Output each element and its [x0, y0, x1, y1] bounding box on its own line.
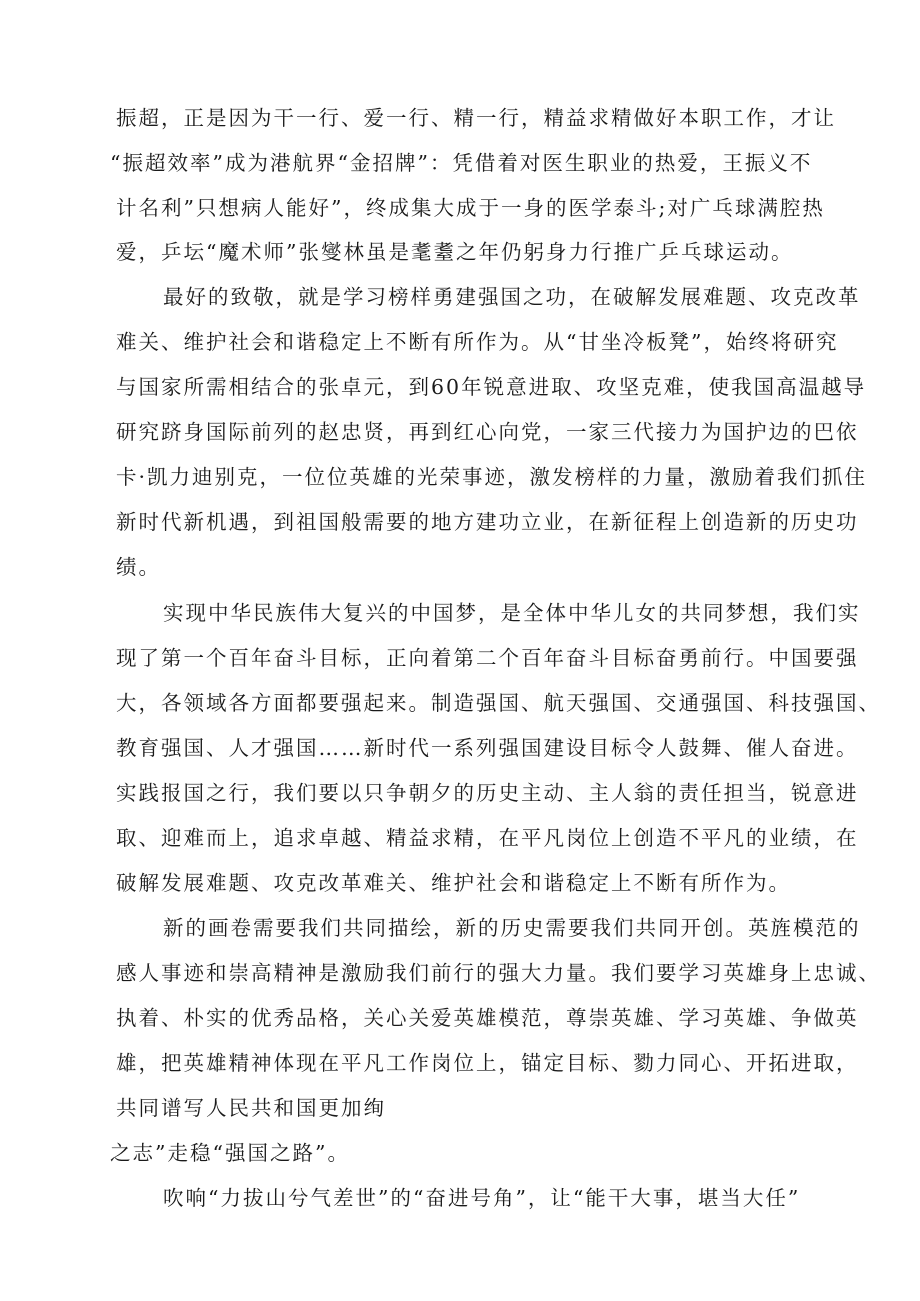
- text-line: “振超效率”成为港航界“金招牌”：凭借着对医生职业的热爱，王振义不: [110, 151, 813, 175]
- text-line: 实践报国之行，我们要以只争朝夕的历史主动、主人翁的责任担当，锐意进: [116, 781, 859, 805]
- text-line: 执着、朴实的优秀品格，关心关爱英雄模范，尊崇英雄、学习英雄、争做英: [116, 1006, 859, 1030]
- text-line: 感人事迹和崇高精神是激励我们前行的强大力量。我们要学习英雄身上忠诚、: [116, 961, 881, 985]
- text-line: 研究跻身国际前列的赵忠贤，再到红心向党，一家三代接力为国护边的巴依: [116, 420, 859, 444]
- text-line: 教育强国、人才强国……新时代一系列强国建设目标令人鼓舞、催人奋进。: [116, 736, 859, 760]
- text-line: 之志”走稳“强国之路”。: [110, 1141, 350, 1165]
- text-line: 大，各领域各方面都要强起来。制造强国、航天强国、交通强国、科技强国、: [116, 691, 881, 715]
- text-line: 雄，把英雄精神体现在平凡工作岗位上，锚定目标、勠力同心、开拓进取，: [116, 1051, 859, 1075]
- text-line: 现了第一个百年奋斗目标，正向着第二个百年奋斗目标奋勇前行。中国要强: [116, 646, 859, 670]
- text-line: 新的画卷需要我们共同描绘，新的历史需要我们共同开创。英旌模范的: [163, 916, 861, 940]
- text-line: 计名利”只想病人能好”，终成集大成于一身的医学泰斗;对广乓球满腔热: [116, 196, 825, 220]
- text-line: 与国家所需相结合的张卓元，到60年锐意进取、攻坚克难，使我国高温越导: [116, 375, 867, 399]
- text-line: 振超，正是因为干一行、爱一行、精一行，精益求精做好本职工作，才让: [116, 106, 836, 130]
- text-line: 新时代新机遇，到祖国般需要的地方建功立业，在新征程上创造新的历史功: [116, 510, 859, 534]
- text-line: 共同谱写人民共和国更加绚: [116, 1096, 386, 1120]
- text-line: 卡·凯力迪别克，一位位英雄的光荣事迹，激发榜样的力量，激励着我们抓住: [116, 465, 868, 489]
- text-line: 难关、维护社会和谐稳定上不断有所作为。从“甘坐冷板凳”，始终将研究: [116, 330, 839, 354]
- text-line: 破解发展难题、攻克改革难关、维护社会和谐稳定上不断有所作为。: [116, 871, 791, 895]
- text-line: 爱，乒坛“魔术师”张燮林虽是耄耋之年仍躬身力行推广乒乓球运动。: [116, 240, 794, 264]
- text-line: 绩。: [116, 555, 161, 579]
- text-line: 取、迎难而上，追求卓越、精益求精，在平凡岗位上创造不平凡的业绩，在: [116, 826, 859, 850]
- text-line: 实现中华民族伟大复兴的中国梦，是全体中华儿女的共同梦想，我们实: [163, 601, 861, 625]
- text-line: 最好的致敬，就是学习榜样勇建强国之功，在破解发展难题、攻克改革: [163, 285, 861, 309]
- text-line: 吹响“力拔山兮气差世”的“奋进号角”，让“能干大事，堪当大任”: [163, 1186, 801, 1210]
